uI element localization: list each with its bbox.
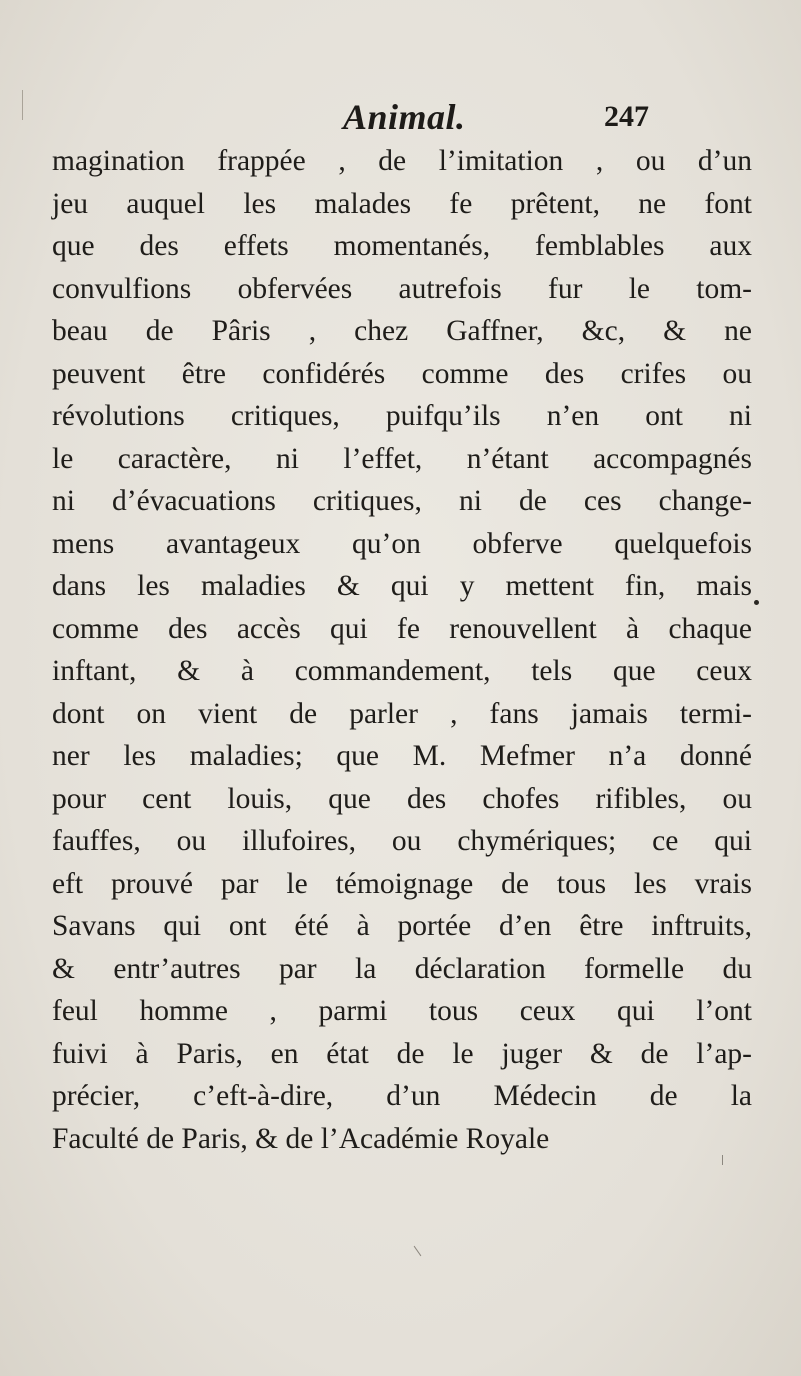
text-line: pour cent louis, que des chofes rifibles, ou [52,782,752,815]
text-line: ner les maladies; que M. Mefmer n’a donné [52,740,752,772]
ink-speck [754,600,759,605]
text-line: peuvent être confidérés comme des crifes ou [52,357,752,390]
text-line: jeu auquel les malades fe prêtent, ne font [52,187,752,220]
text-line: le caractère, ni l’effet, n’étant accompagnés [52,442,752,475]
text-line: & entr’autres par la déclaration formelle du [52,952,752,985]
text-line: beau de Pâris , chez Gaffner, &c, & ne [52,315,752,347]
text-line: convulfions obfervées autrefois fur le tom- [52,272,752,305]
text-line: révolutions critiques, puifqu’ils n’en ont ni [52,400,752,432]
running-title: Animal. [343,97,466,137]
text-line: Faculté de Paris, & de l’Académie Royale [52,1122,550,1155]
text-line: feul homme , parmi tous ceux qui l’ont [52,995,752,1027]
paper-mark [722,1155,723,1165]
text-line: inftant, & à commandement, tels que ceux [52,655,752,687]
text-line: précier, c’eft-à-dire, d’un Médecin de la [52,1080,752,1112]
body-text [52,140,752,1160]
text-line: comme des accès qui fe renouvellent à chaque [52,612,752,645]
text-line: Savans qui ont été à portée d’en être inftruits, [52,910,752,942]
paper-mark [414,1246,422,1256]
text-line: que des effets momentanés, femblables aux [52,230,752,262]
text-line: magination frappée , de l’imitation , ou d’un [52,145,752,177]
text-line: ni d’évacuations critiques, ni de ces change- [52,485,752,517]
running-head [0,96,801,146]
text-line: fuivi à Paris, en état de le juger & de l’ap- [52,1037,752,1070]
text-line: fauffes, ou illufoires, ou chymériques; ce qui [52,825,752,857]
text-line: dont on vient de parler , fans jamais termi- [52,697,752,730]
page-number: 247 [604,100,649,133]
text-line: mens avantageux qu’on obferve quelquefois [52,527,752,560]
text-line: dans les maladies & qui y mettent fin, mais [52,570,752,602]
paper-mark [22,90,23,120]
text-line: eft prouvé par le témoignage de tous les vrais [52,867,752,900]
